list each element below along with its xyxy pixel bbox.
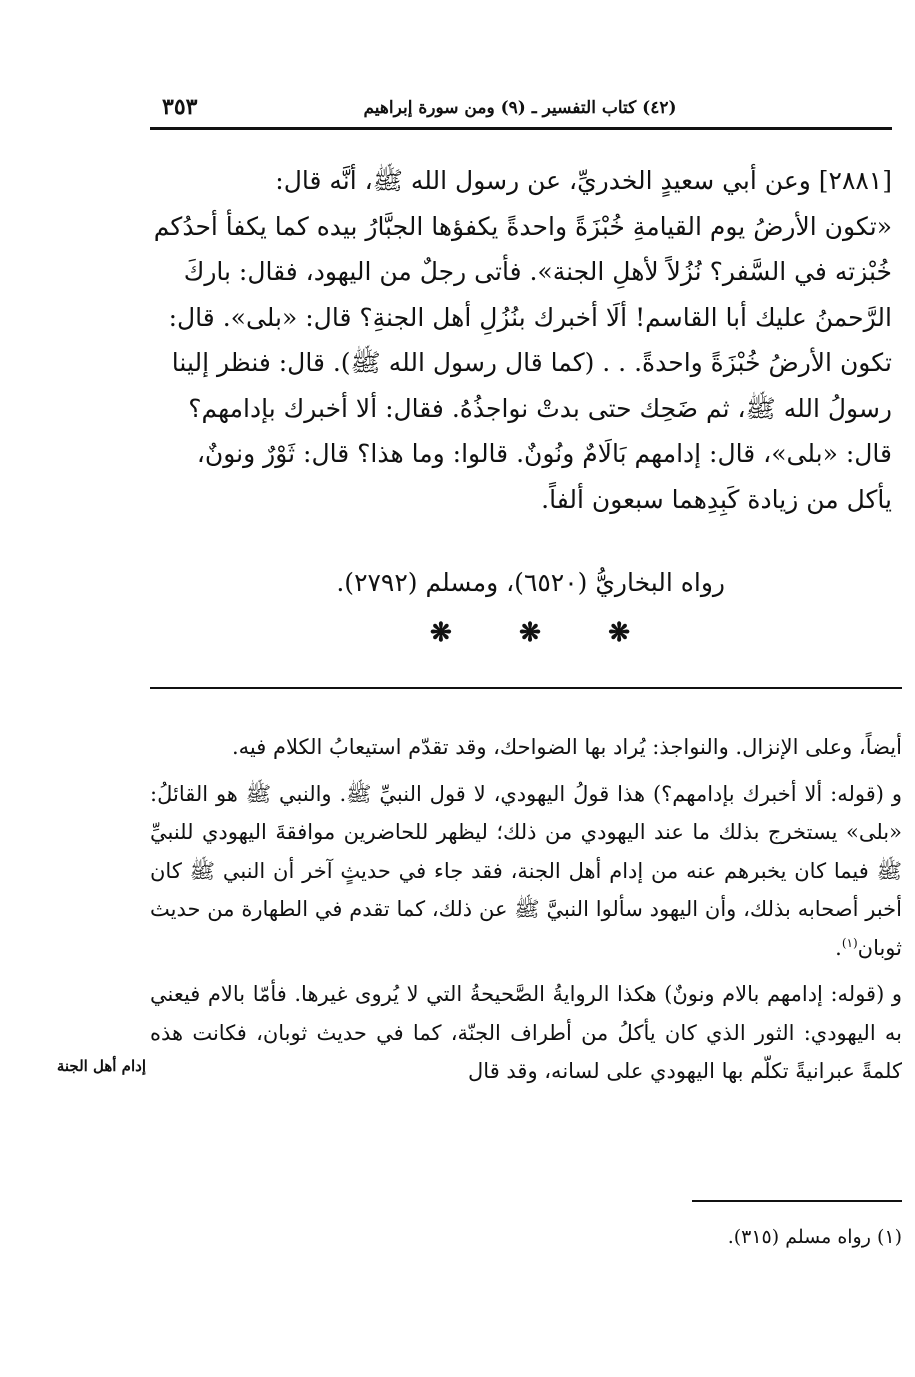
page-number: ٣٥٣ xyxy=(162,94,198,120)
hadith-line: «تكون الأرضُ يوم القيامةِ خُبْزَةً واحدةً يكفؤها الجبَّارُ بيده كما يكفأ أحدُكم xyxy=(153,211,892,241)
star-ornament-icon: ❋ xyxy=(430,618,452,648)
hadith-text xyxy=(150,158,892,522)
hadith-source: رواه البخاريُّ (٦٥٢٠)، ومسلم (٢٧٩٢). xyxy=(336,568,725,597)
commentary-text xyxy=(150,728,902,1099)
margin-heading: إدام أهل الجنة xyxy=(56,1057,146,1075)
hadith-line: يأكل من زيادة كَبِدِهما سبعون ألفاً. xyxy=(541,484,892,514)
hadith-line: تكون الأرضُ خُبْزَةً واحدةً. . . (كما قال رسول الله ﷺ). قال: فنظر إلينا xyxy=(171,348,892,377)
section-divider-stars xyxy=(430,618,630,648)
hadith-line: [٢٨٨١] وعن أبي سعيدٍ الخدريِّ، عن رسول الله ﷺ، أنَّه قال: xyxy=(275,166,892,195)
footnote: (١) رواه مسلم (٣١٥). xyxy=(727,1226,902,1248)
header-rule xyxy=(150,127,892,130)
hadith-line: الرَّحمنُ عليك أبا القاسم! ألَا أخبرك بنُزُلِ أهل الجنةِ؟ قال: «بلى». قال: xyxy=(168,302,892,332)
star-ornament-icon: ❋ xyxy=(608,618,630,648)
commentary-separator xyxy=(150,687,902,689)
footnote-rule xyxy=(692,1200,902,1202)
commentary-paragraph: و (قوله: إدامهم بالام ونونٌ) هكذا الروايةُ الصَّحيحةُ التي لا يُروى غيرها. فأمّا بالام فيعني به اليهودي: الثور الذي كان يأكلُ من أطراف الجنّة، كما في حديث ثوبان، فكانت هذه كلمةً عبرانيةً تكلّم بها اليهودي على لسانه، وقد قال xyxy=(150,982,902,1083)
hadith-line: رسولُ الله ﷺ، ثم ضَحِك حتى بدتْ نواجذُهُ. فقال: ألا أخبرك بإدامهم؟ xyxy=(188,393,892,423)
commentary-paragraph: أيضاً، وعلى الإنزال. والنواجذ: يُراد بها الضواحك، وقد تقدّم استيعابُ الكلام فيه. xyxy=(231,735,902,759)
commentary-paragraph: و (قوله: ألا أخبرك بإدامهم؟) هذا قولُ اليهودي، لا قول النبيِّ ﷺ. والنبي ﷺ هو القائلُ: «بلى» يستخرج بذلك ما عند اليهودي من ذلك؛ ليظهر للحاضرين موافقةَ اليهودي للنبيِّ ﷺ فيما كان يخبرهم عنه من إدام أهل الجنة، فقد جاء في حديثٍ آخر أن النبي ﷺ كان أخبر أصحابه بذلك، وأن اليهود سألوا النبيَّ ﷺ عن ذلك، كما تقدم في الطهارة من حديث ثوبان$^{(١)}$. xyxy=(150,781,902,960)
running-title: (٤٢) كتاب التفسير ـ (٩) ومن سورة إبراهيم xyxy=(363,98,677,118)
hadith-line: قال: «بلى»، قال: إدامهم بَالَامٌ ونُونٌ. قالوا: وما هذا؟ قال: ثَوْرٌ ونونٌ، xyxy=(196,439,892,468)
star-ornament-icon: ❋ xyxy=(519,618,541,648)
footnote-reference[interactable]: (١) xyxy=(841,935,858,950)
hadith-line: خُبْزته في السَّفر؟ نُزُلاً لأهلِ الجنة». فأتى رجلٌ من اليهود، فقال: باركَ xyxy=(183,257,892,286)
commentary-paragraph-text: و (قوله: ألا أخبرك بإدامهم؟) هذا قولُ اليهودي، لا قول النبيِّ ﷺ. والنبي ﷺ هو القائلُ: «بلى» يستخرج بذلك ما عند اليهودي من ذلك؛ ليظهر للحاضرين موافقةَ اليهودي للنبيِّ ﷺ فيما كان يخبرهم عنه من إدام أهل الجنة، فقد جاء في حديثٍ آخر أن النبي ﷺ كان أخبر أصحابه بذلك، وأن اليهود سألوا النبيَّ ﷺ عن ذلك، كما تقدم في الطهارة من حديث ثوبان xyxy=(150,781,902,960)
page-header xyxy=(150,92,890,128)
